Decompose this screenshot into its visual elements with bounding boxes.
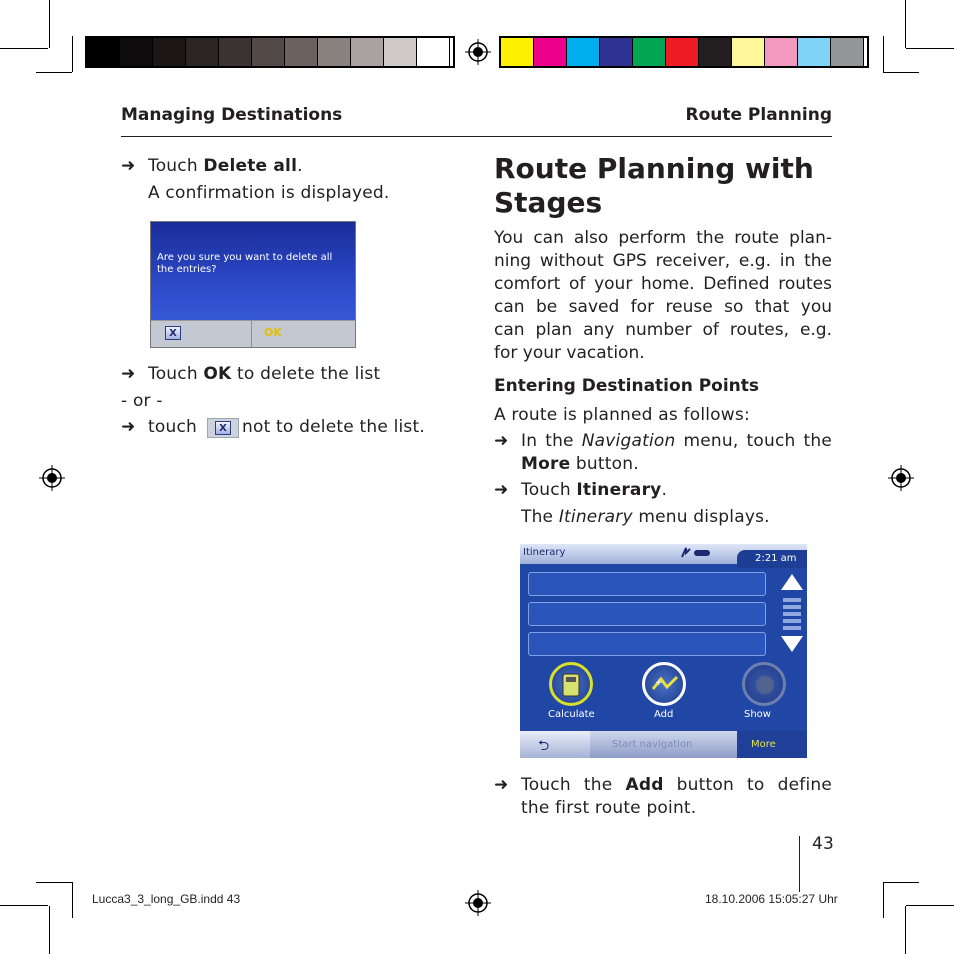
registration-mark-icon bbox=[888, 465, 914, 491]
step-touch-ok: Touch OK to delete the list bbox=[148, 364, 381, 384]
gray-swatch bbox=[87, 38, 120, 66]
gray-swatch bbox=[186, 38, 219, 66]
crop-mark bbox=[72, 36, 73, 72]
start-navigation-button[interactable]: Start navigation bbox=[612, 739, 693, 750]
calculate-button[interactable] bbox=[549, 662, 593, 706]
add-label: Add bbox=[654, 709, 674, 720]
arrow-icon: ➜ bbox=[121, 417, 136, 437]
dialog-ok-button[interactable]: OK bbox=[264, 326, 282, 339]
color-swatch bbox=[798, 38, 831, 66]
crop-mark bbox=[883, 882, 919, 883]
process-color-bar bbox=[499, 36, 869, 68]
color-swatch bbox=[732, 38, 765, 66]
route-point-field[interactable] bbox=[528, 602, 766, 626]
clock: 2:21 am bbox=[737, 550, 807, 568]
show-button[interactable] bbox=[742, 662, 786, 706]
step-itinerary-result: The Itinerary menu displays. bbox=[521, 507, 770, 527]
crop-mark bbox=[883, 882, 884, 918]
crop-mark bbox=[906, 48, 954, 49]
crop-mark bbox=[883, 36, 884, 72]
grayscale-bar bbox=[85, 36, 455, 68]
arrow-icon: ➜ bbox=[121, 364, 136, 384]
crop-mark bbox=[49, 0, 50, 48]
step-navigation-more: In the Navigation menu, touch the bbox=[521, 431, 832, 451]
route-point-field[interactable] bbox=[528, 632, 766, 656]
gray-swatch bbox=[318, 38, 351, 66]
crop-mark bbox=[883, 72, 919, 73]
registration-mark-icon bbox=[39, 465, 65, 491]
running-header-left: Managing Destinations bbox=[121, 105, 343, 125]
gray-swatch bbox=[252, 38, 285, 66]
section-title: Route Planning with Stages bbox=[494, 152, 814, 219]
crop-mark bbox=[0, 48, 48, 49]
dialog-message: Are you sure you want to delete all the entries? bbox=[157, 252, 333, 275]
gray-swatch bbox=[219, 38, 252, 66]
back-arrow-icon: ⮌ bbox=[538, 738, 550, 754]
crop-mark bbox=[906, 905, 954, 906]
or-separator: - or - bbox=[121, 391, 163, 411]
footer-file: Lucca3_3_long_GB.indd 43 bbox=[92, 892, 241, 906]
planned-text: A route is planned as follows: bbox=[494, 405, 750, 425]
step-touch-add: Touch the Add button to define bbox=[521, 775, 832, 795]
close-icon: X bbox=[165, 326, 181, 340]
step-delete-all: Touch Delete all. bbox=[148, 156, 303, 176]
add-destination-icon bbox=[651, 675, 679, 695]
running-header-right: Route Planning bbox=[685, 105, 832, 125]
gray-swatch bbox=[417, 38, 450, 66]
itinerary-screenshot bbox=[520, 544, 807, 758]
arrow-icon: ➜ bbox=[494, 480, 509, 500]
color-swatch bbox=[567, 38, 600, 66]
svg-text:+: + bbox=[655, 678, 663, 688]
color-swatch bbox=[831, 38, 864, 66]
gray-swatch bbox=[285, 38, 318, 66]
step-navigation-more-cont: More button. bbox=[521, 454, 639, 474]
crop-mark bbox=[36, 882, 72, 883]
gray-swatch bbox=[153, 38, 186, 66]
footer-date: 18.10.2006 15:05:27 Uhr bbox=[705, 892, 838, 906]
crop-mark bbox=[905, 906, 906, 954]
step-result: A confirmation is displayed. bbox=[148, 183, 390, 203]
crop-mark bbox=[72, 882, 73, 918]
map-icon bbox=[754, 674, 776, 696]
color-swatch bbox=[633, 38, 666, 66]
route-point-field[interactable] bbox=[528, 572, 766, 596]
color-swatch bbox=[534, 38, 567, 66]
header-rule bbox=[121, 136, 832, 137]
step-touch-cancel-label: touch bbox=[148, 417, 197, 437]
arrow-icon: ➜ bbox=[121, 156, 136, 176]
intro-paragraph: You can also perform the route plan- ning without GPS receiver, e.g. in the comfort of your home. Defined routes can be saved for reuse so that you can plan any number of routes, e.g. for your vacation. bbox=[494, 228, 832, 363]
confirm-dialog-screenshot bbox=[150, 221, 356, 348]
registration-mark-icon bbox=[465, 890, 491, 916]
color-swatch bbox=[765, 38, 798, 66]
back-button[interactable] bbox=[520, 731, 590, 758]
step-touch-cancel-text: not to delete the list. bbox=[242, 417, 425, 437]
color-swatch bbox=[666, 38, 699, 66]
arrow-icon: ➜ bbox=[494, 775, 509, 795]
gray-swatch bbox=[384, 38, 417, 66]
arrow-icon: ➜ bbox=[494, 431, 509, 451]
calculate-label: Calculate bbox=[548, 709, 595, 720]
gray-swatch bbox=[351, 38, 384, 66]
show-label: Show bbox=[744, 709, 771, 720]
inline-cancel-button-image bbox=[207, 418, 239, 438]
battery-icon bbox=[680, 547, 712, 559]
calculator-icon bbox=[562, 673, 580, 697]
step-touch-add-cont: the first route point. bbox=[521, 798, 697, 818]
step-itinerary: Touch Itinerary. bbox=[521, 480, 668, 500]
registration-mark-icon bbox=[465, 39, 491, 65]
color-swatch bbox=[699, 38, 732, 66]
subheading: Entering Destination Points bbox=[494, 376, 760, 396]
dialog-cancel-button[interactable] bbox=[151, 321, 252, 347]
itinerary-title: Itinerary bbox=[523, 547, 566, 558]
page-number: 43 bbox=[812, 834, 835, 854]
more-button[interactable]: More bbox=[737, 731, 807, 758]
close-icon: X bbox=[215, 421, 231, 435]
page-number-rule bbox=[799, 836, 800, 892]
crop-mark bbox=[0, 905, 48, 906]
gray-swatch bbox=[120, 38, 153, 66]
crop-mark bbox=[49, 906, 50, 954]
crop-mark bbox=[905, 0, 906, 48]
color-swatch bbox=[501, 38, 534, 66]
scrollbar[interactable] bbox=[781, 574, 803, 654]
add-button[interactable] bbox=[642, 662, 686, 706]
crop-mark bbox=[36, 72, 72, 73]
color-swatch bbox=[600, 38, 633, 66]
